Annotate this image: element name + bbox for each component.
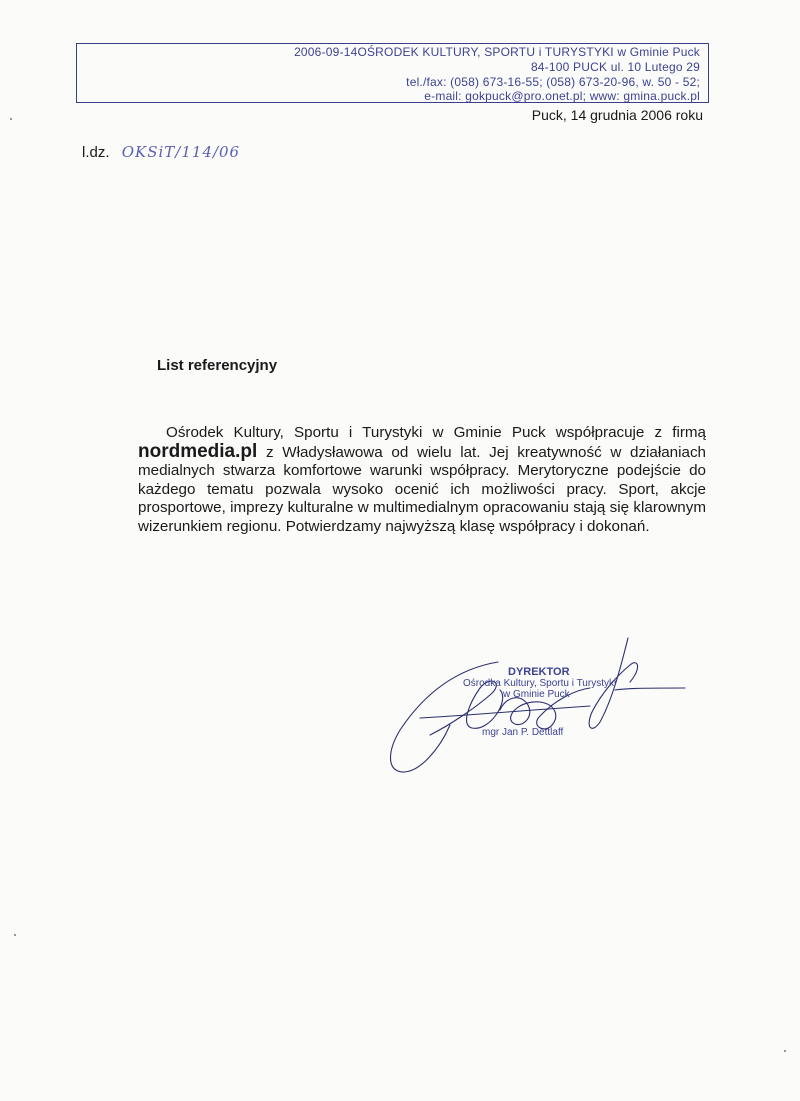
signature-institution: Ośrodka Kultury, Sportu i Turystyki [463, 678, 617, 689]
signature-title: DYREKTOR [508, 666, 570, 678]
stamp-phone: tel./fax: (058) 673-16-55; (058) 673-20-96, w. 50 - 52; [406, 75, 700, 89]
signature-block [380, 630, 700, 780]
signature-name: mgr Jan P. Dettlaff [482, 727, 564, 738]
signature-location: w Gminie Puck [503, 689, 570, 700]
body-intro: Ośrodek Kultury, Sportu i Turystyki w Gminie Puck współpracuje z firmą [166, 424, 706, 441]
header-stamp [76, 43, 709, 103]
scan-speck [10, 118, 12, 120]
brand-name: nordmedia.pl [138, 440, 258, 462]
scan-speck [784, 1050, 786, 1052]
stamp-address: 84-100 PUCK ul. 10 Lutego 29 [530, 60, 700, 74]
reference-number [82, 143, 240, 161]
body-rest: z Władysławowa od wielu lat. Jej kreatywność w działaniach medialnych stwarza komfortowe warunki współpracy. Merytoryczne podejście do każdego tematu pozwala wysoko ocenić ich możliwości pracy. Sport, akcje prosportowe, imprezy kulturalne w multimedialnym opracowaniu stają się klarownym wizerunkiem regionu. Potwierdzamy najwyższą klasę współpracy i dokonań. [138, 443, 706, 535]
scan-speck [14, 934, 16, 936]
stamp-email: e-mail: gokpuck@pro.onet.pl; www: gmina.puck.pl [424, 89, 700, 103]
date-place: Puck, 14 grudnia 2006 roku [531, 107, 703, 123]
letter-title: List referencyjny [157, 357, 278, 374]
reference-handwritten: OKSiT/114/06 [121, 143, 241, 161]
stamp-organization: 2006-09-14OŚRODEK KULTURY, SPORTU i TURYSTYKI w Gminie Puck [294, 45, 700, 59]
signature-scribble [380, 630, 700, 780]
reference-label: l.dz. [82, 144, 110, 161]
letter-body [138, 424, 706, 536]
